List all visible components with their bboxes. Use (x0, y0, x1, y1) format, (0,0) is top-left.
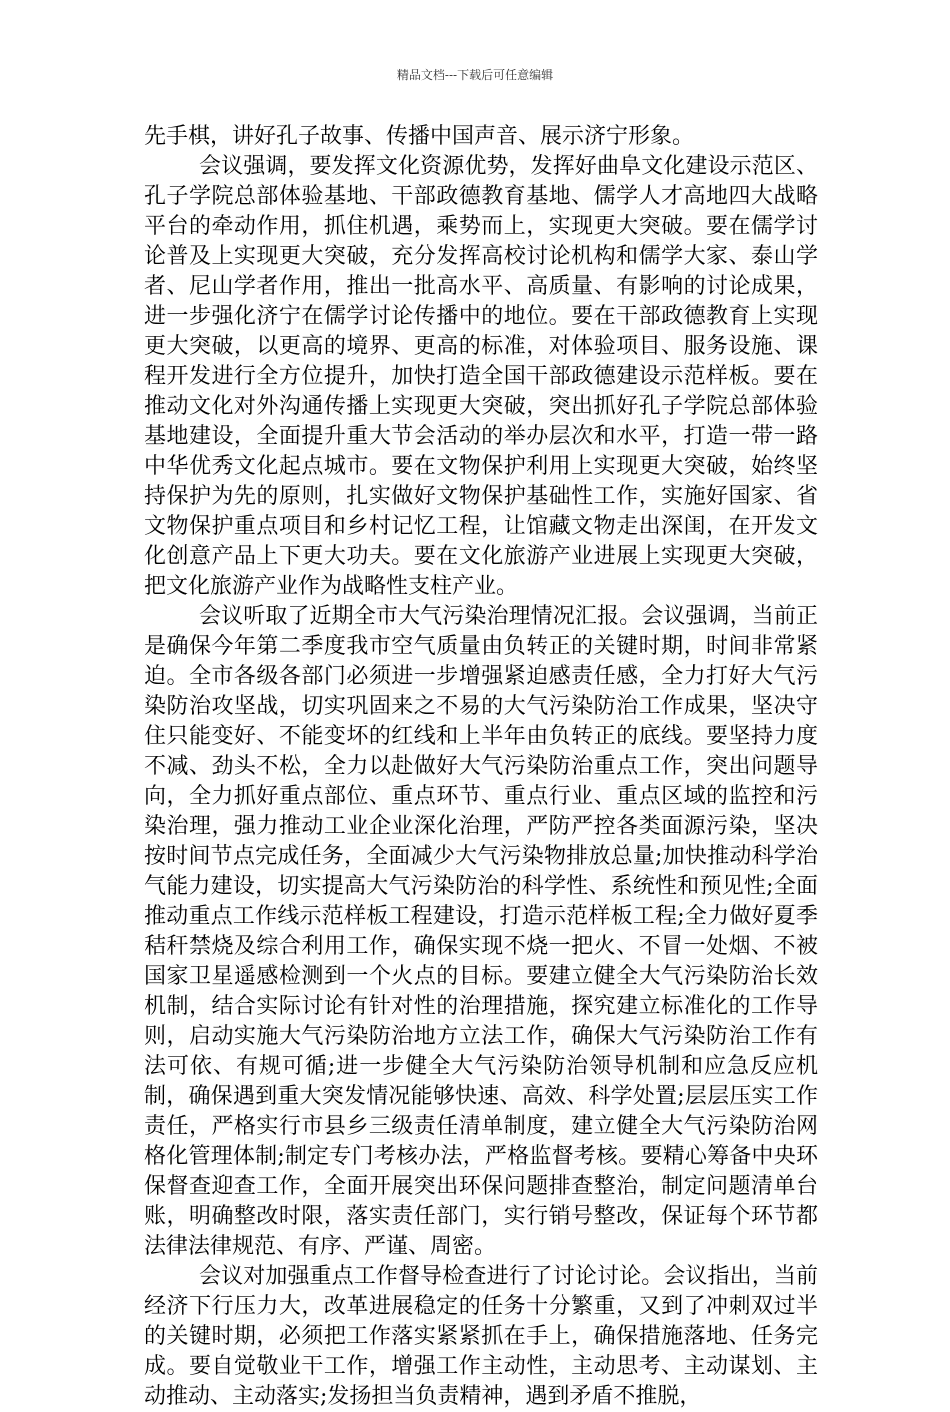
paragraph-culture: 会议强调，要发挥文化资源优势，发挥好曲阜文化建设示范区、孔子学院总部体验基地、干部政德教育基地、儒学人才高地四大战略平台的牵动作用，抓住机遇，乘势而上，实现更大突破。要在儒学讨论普及上实现更大突破，充分发挥高校讨论机构和儒学大家、泰山学者、尼山学者作用，推出一批高水平、高质量、有影响的讨论成果，进一步强化济宁在儒学讨论传播中的地位。要在干部政德教育上实现更大突破，以更高的境界、更高的标准，对体验项目、服务设施、课程开发进行全方位提升，加快打造全国干部政德建设示范样板。要在推动文化对外沟通传播上实现更大突破，突出抓好孔子学院总部体验基地建设，全面提升重大节会活动的举办层次和水平，打造一带一路中华优秀文化起点城市。要在文物保护利用上实现更大突破，始终坚持保护为先的原则，扎实做好文物保护基础性工作，实施好国家、省文物保护重点项目和乡村记忆工程，让馆藏文物走出深闺，在开发文化创意产品上下更大功夫。要在文化旅游产业进展上实现更大突破，把文化旅游产业作为战略性支柱产业。 (144, 154, 818, 599)
page-header: 精品文档---下载后可任意编辑 (396, 68, 554, 82)
paragraph-air-pollution: 会议听取了近期全市大气污染治理情况汇报。会议强调，当前正是确保今年第二季度我市空气质量由负转正的关键时期，时间非常紧迫。全市各级各部门必须进一步增强紧迫感责任感，全力打好大气污染防治攻坚战，切实巩固来之不易的大气污染防治工作成果，坚决守住只能变好、不能变坏的红线和上半年由负转正的底线。要坚持力度不减、劲头不松，全力以赴做好大气污染防治重点工作，突出问题导向，全力抓好重点部位、重点环节、重点行业、重点区域的监控和污染治理，强力推动工业企业深化治理，严防严控各类面源污染，坚决按时间节点完成任务，全面减少大气污染物排放总量;加快推动科学治气能力建设，切实提高大气污染防治的科学性、系统性和预见性;全面推动重点工作线示范样板工程建设，打造示范样板工程;全力做好夏季秸秆禁烧及综合利用工作，确保实现不烧一把火、不冒一处烟、不被国家卫星遥感检测到一个火点的目标。要建立健全大气污染防治长效机制，结合实际讨论有针对性的治理措施，探究建立标准化的工作导则，启动实施大气污染防治地方立法工作，确保大气污染防治工作有法可依、有规可循;进一步健全大气污染防治领导机制和应急反应机制，确保遇到重大突发情况能够快速、高效、科学处置;层层压实工作责任，严格实行市县乡三级责任清单制度，建立健全大气污染防治网格化管理体制;制定专门考核办法，严格监督考核。要精心筹备中央环保督查迎查工作，全面开展突出环保问题排查整治，制定问题清单台账，明确整改时限，落实责任部门，实行销号整改，保证每个环节都法律法律规范、有序、严谨、周密。 (144, 604, 818, 1259)
document-body (144, 122, 818, 1412)
paragraph-continued: 先手棋，讲好孔子故事、传播中国声音、展示济宁形象。 (144, 124, 695, 149)
paragraph-supervision: 会议对加强重点工作督导检查进行了讨论讨论。会议指出，当前经济下行压力大，改革进展稳定的任务十分繁重，又到了冲刺双过半的关键时期，必须把工作落实紧紧抓在手上，确保措施落地、任务完成。要自觉敬业干工作，增强工作主动性，主动思考、主动谋划、主动推动、主动落实;发扬担当负责精神，遇到矛盾不推脱， (144, 1264, 818, 1409)
